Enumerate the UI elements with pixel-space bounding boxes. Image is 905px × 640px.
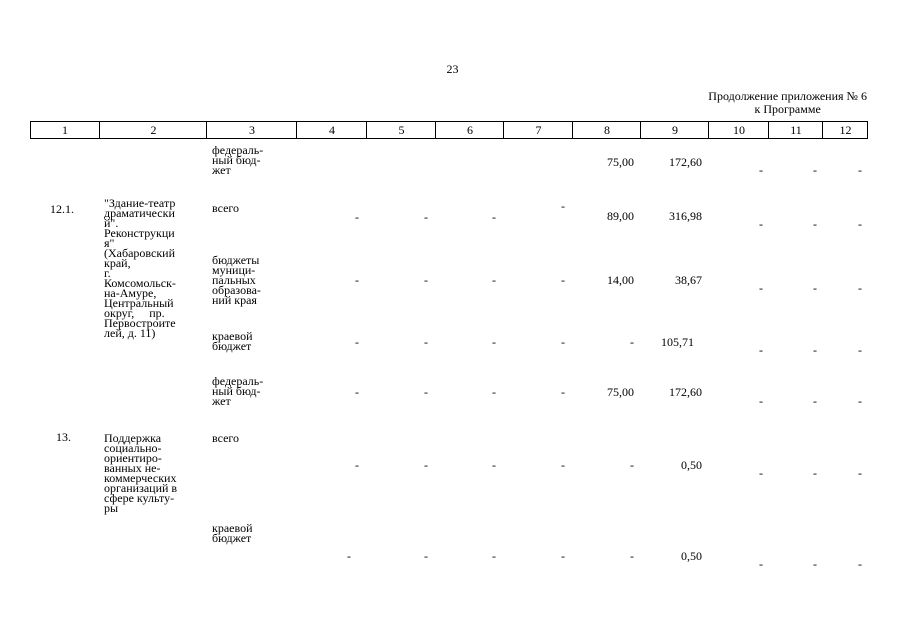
row13-number: 13. — [56, 430, 71, 444]
row121-regional-col9: 105,71 — [661, 335, 694, 349]
row121-total-col8: 89,00 — [607, 209, 634, 223]
row121-total-col10: - — [759, 217, 763, 231]
continuation-note — [708, 90, 867, 116]
row13-regional-col9: 0,50 — [681, 549, 702, 563]
row13-total-col9: 0,50 — [681, 458, 702, 472]
header-col-4: 4 — [296, 122, 367, 138]
page-number: 23 — [446, 62, 459, 76]
row121-federal-col12: - — [858, 394, 862, 408]
row0-col10: - — [759, 163, 763, 177]
row121-municipal-col10: - — [759, 281, 763, 295]
row121-total-col6: - — [492, 210, 496, 224]
row13-name: Поддержка социально- ориентиро- ванных не- коммерческих организаций в сфере культу- ры — [104, 431, 178, 515]
row0-col11: - — [813, 163, 817, 177]
row121-total-col5: - — [424, 210, 428, 224]
row13-total-col4: - — [355, 458, 359, 472]
row121-municipal-source: бюджеты муници- пальных образова- ний края — [212, 253, 261, 307]
row121-federal-col4: - — [355, 385, 359, 399]
row121-federal-col10: - — [759, 394, 763, 408]
row13-regional-col12: - — [858, 557, 862, 571]
row121-municipal-col4: - — [355, 273, 359, 287]
row121-municipal-col5: - — [424, 273, 428, 287]
row121-total-col11: - — [813, 217, 817, 231]
row121-total-col12: - — [858, 217, 862, 231]
row121-regional-source: краевой бюджет — [212, 329, 253, 353]
row121-municipal-col11: - — [813, 281, 817, 295]
header-col-11: 11 — [768, 122, 823, 138]
row13-regional-col11: - — [813, 557, 817, 571]
row121-total-source: всего — [212, 201, 240, 215]
row121-municipal-col12: - — [858, 281, 862, 295]
row121-regional-col4: - — [355, 335, 359, 349]
row121-federal-col11: - — [813, 394, 817, 408]
row121-federal-col5: - — [424, 385, 428, 399]
row13-total-col6: - — [492, 458, 496, 472]
row13-total-col5: - — [424, 458, 428, 472]
row13-total-col10: - — [759, 466, 763, 480]
row121-number: 12.1. — [50, 202, 74, 216]
continuation-line-2: к Программе — [754, 102, 821, 116]
row0-col9: 172,60 — [669, 155, 702, 169]
row13-regional-col6: - — [492, 549, 496, 563]
row13-regional-col8: - — [630, 549, 634, 563]
header-col-7: 7 — [503, 122, 573, 138]
row121-regional-col11: - — [813, 343, 817, 357]
continuation-line-1: Продолжение приложения № 6 — [708, 89, 867, 103]
row121-municipal-col9: 38,67 — [675, 273, 702, 287]
header-col-10: 10 — [708, 122, 769, 138]
row121-federal-col8: 75,00 — [607, 385, 634, 399]
row0-col8: 75,00 — [607, 155, 634, 169]
row13-regional-col4: - — [347, 549, 351, 563]
row13-regional-source: краевой бюджет — [212, 521, 253, 545]
row13-total-col12: - — [858, 466, 862, 480]
row121-municipal-col8: 14,00 — [607, 273, 634, 287]
row121-federal-source: федераль- ный бюд- жет — [212, 374, 264, 408]
header-col-12: 12 — [822, 122, 868, 138]
row121-municipal-col6: - — [492, 273, 496, 287]
header-col-8: 8 — [572, 122, 641, 138]
header-col-3: 3 — [206, 122, 297, 138]
table-header-row — [30, 121, 868, 139]
row13-total-source: всего — [212, 431, 240, 445]
row121-municipal-col7: - — [561, 273, 565, 287]
header-col-5: 5 — [366, 122, 436, 138]
header-col-6: 6 — [435, 122, 504, 138]
row121-federal-col7: - — [561, 385, 565, 399]
row121-name: "Здание-театр драматически й". Реконструкци я" (Хабаровский край, г. Комсомольск- на-Амуре, Центральный округ, пр. Первостроите лей, д. 11) — [104, 196, 176, 340]
row0-col12: - — [858, 163, 862, 177]
row121-total-col4: - — [355, 210, 359, 224]
row121-regional-col10: - — [759, 343, 763, 357]
row121-regional-col7: - — [561, 335, 565, 349]
header-col-2: 2 — [99, 122, 207, 138]
row121-federal-col6: - — [492, 385, 496, 399]
row13-regional-col5: - — [424, 549, 428, 563]
row121-regional-col12: - — [858, 343, 862, 357]
row121-total-col9: 316,98 — [669, 209, 702, 223]
row0-source: федераль- ный бюд- жет — [212, 143, 264, 177]
row121-regional-col6: - — [492, 335, 496, 349]
row121-federal-col9: 172,60 — [669, 385, 702, 399]
header-col-1: 1 — [62, 123, 68, 137]
row13-regional-col7: - — [561, 549, 565, 563]
row121-total-col7: - — [561, 199, 565, 213]
header-col-9: 9 — [640, 122, 709, 138]
row13-total-col8: - — [630, 458, 634, 472]
row121-regional-col8: - — [630, 335, 634, 349]
row13-total-col11: - — [813, 466, 817, 480]
row13-total-col7: - — [561, 458, 565, 472]
row121-regional-col5: - — [424, 335, 428, 349]
row13-regional-col10: - — [759, 557, 763, 571]
